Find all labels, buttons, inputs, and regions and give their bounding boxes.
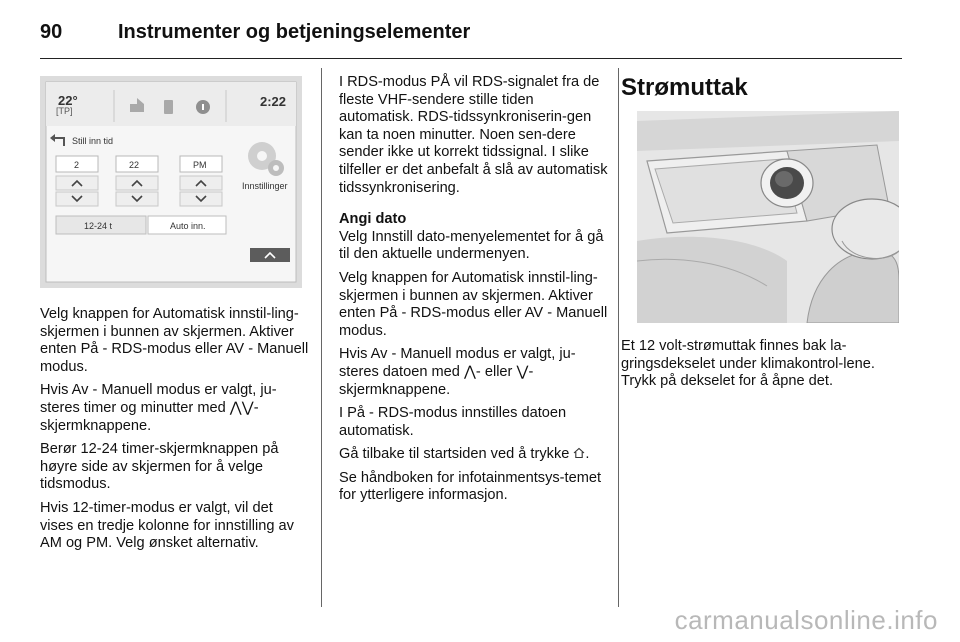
col1-paragraph-4: Hvis 12-timer-modus er valgt, vil det vises en tredje kolonne for innstilling av AM og PM. Velg ønsket alternativ. — [40, 499, 294, 552]
up-symbol: ⋀ — [463, 363, 476, 380]
ampm-up-button[interactable] — [180, 176, 222, 190]
col1-paragraph-2 — [40, 382, 310, 435]
col2-paragraph-6 — [339, 446, 609, 464]
col1-paragraph-1: Velg knappen for Automatisk innstil-ling-skjermen i bunnen av skjermen. Aktiver enten På - RDS-modus eller AV - Manuell modus. — [40, 306, 309, 375]
column-2 — [339, 74, 609, 511]
auto-set-label: Auto inn. — [170, 221, 206, 231]
column-1 — [40, 306, 310, 559]
hour-up-button[interactable] — [56, 176, 98, 190]
ampm-value: PM — [193, 160, 207, 170]
phone-icon — [164, 100, 173, 114]
collapse-button[interactable] — [250, 248, 290, 262]
set-date-heading: Angi dato — [339, 211, 407, 228]
info-icon — [196, 100, 210, 114]
12-24-button[interactable] — [56, 216, 146, 234]
col2-paragraph-4 — [339, 346, 609, 399]
clock-settings-screen-figure — [40, 76, 302, 288]
col2-paragraph-7: Se håndboken for infotainmentsys-temet for ytterligere informasjon. — [339, 469, 602, 504]
page-number: 90 — [40, 20, 63, 43]
tp-label: [TP] — [56, 106, 73, 116]
screen-svg — [40, 76, 302, 288]
power-outlet-figure — [637, 111, 899, 323]
hour-down-button[interactable] — [56, 192, 98, 206]
clock-readout: 2:22 — [260, 94, 287, 109]
col2-paragraph-1: I RDS-modus PÅ vil RDS-signalet fra de fleste VHF-sendere stille tiden automatisk. RDS-tidssynkroniserin-gen kan ta noen minutter. Noen sen-dere sender ikke ut korrekt tidssignal. I slike tilfeller er det anbefalt å slå av automatisk tidssynkronisering. — [339, 74, 608, 196]
back-label: Still inn tid — [72, 136, 114, 146]
12-24-label: 12-24 t — [84, 221, 113, 231]
power-outlet-heading: Strømuttak — [621, 74, 748, 101]
minute-up-button[interactable] — [116, 176, 158, 190]
ampm-down-button[interactable] — [180, 192, 222, 206]
watermark: carmanualsonline.info — [674, 605, 938, 635]
col2-p6-text: Gå tilbake til startsiden ved å trykke — [339, 446, 574, 463]
header-rule — [40, 58, 902, 59]
minute-down-button[interactable] — [116, 192, 158, 206]
settings-label: Innstillinger — [242, 181, 288, 191]
col2-paragraph-2: Velg Innstill dato-menyelementet for å gå til den aktuelle undermenyen. — [339, 228, 604, 263]
col2-paragraph-5: I På - RDS-modus innstilles datoen automatisk. — [339, 405, 567, 439]
home-icon — [573, 447, 585, 459]
page-header — [40, 14, 470, 50]
temperature-readout: 22° — [58, 93, 78, 108]
minute-value: 22 — [129, 160, 140, 170]
column-divider-right — [618, 68, 619, 607]
up-down-symbols: ⋀⋁ — [229, 399, 254, 416]
down-symbol: ⋁ — [516, 363, 529, 380]
col2-p4-text-end: -skjermknappene. — [339, 363, 534, 398]
hour-value: 2 — [74, 160, 80, 170]
column-divider-left — [321, 68, 322, 607]
column-3 — [621, 338, 906, 397]
col1-p2-text-end: -skjermknappene. — [40, 399, 259, 434]
col1-p2-text: Hvis Av - Manuell modus er valgt, ju-steres timer og minutter med — [40, 382, 277, 416]
col2-paragraph-3: Velg knappen for Automatisk innstil-ling-skjermen i bunnen av skjermen. Aktiver enten På - RDS-modus eller AV - Manuell modus. — [339, 269, 608, 339]
col2-p4-mid: - eller — [475, 363, 517, 380]
outlet-svg — [637, 111, 899, 323]
auto-set-button[interactable] — [148, 216, 226, 234]
col2-p6-text-end: . — [585, 446, 590, 463]
chapter-title: Instrumenter og betjeningselementer — [118, 20, 471, 43]
col3-paragraph-1: Et 12 volt-strømuttak finnes bak la-gringsdekselet under klimakontrol-lene. Trykk på dekselet for å åpne det. — [621, 338, 875, 390]
col2-p4-text: Hvis Av - Manuell modus er valgt, ju-steres datoen med — [339, 346, 576, 380]
col1-paragraph-3: Berør 12-24 timer-skjermknappen på høyre side av skjermen for å velge tidsmodus. — [40, 441, 279, 493]
